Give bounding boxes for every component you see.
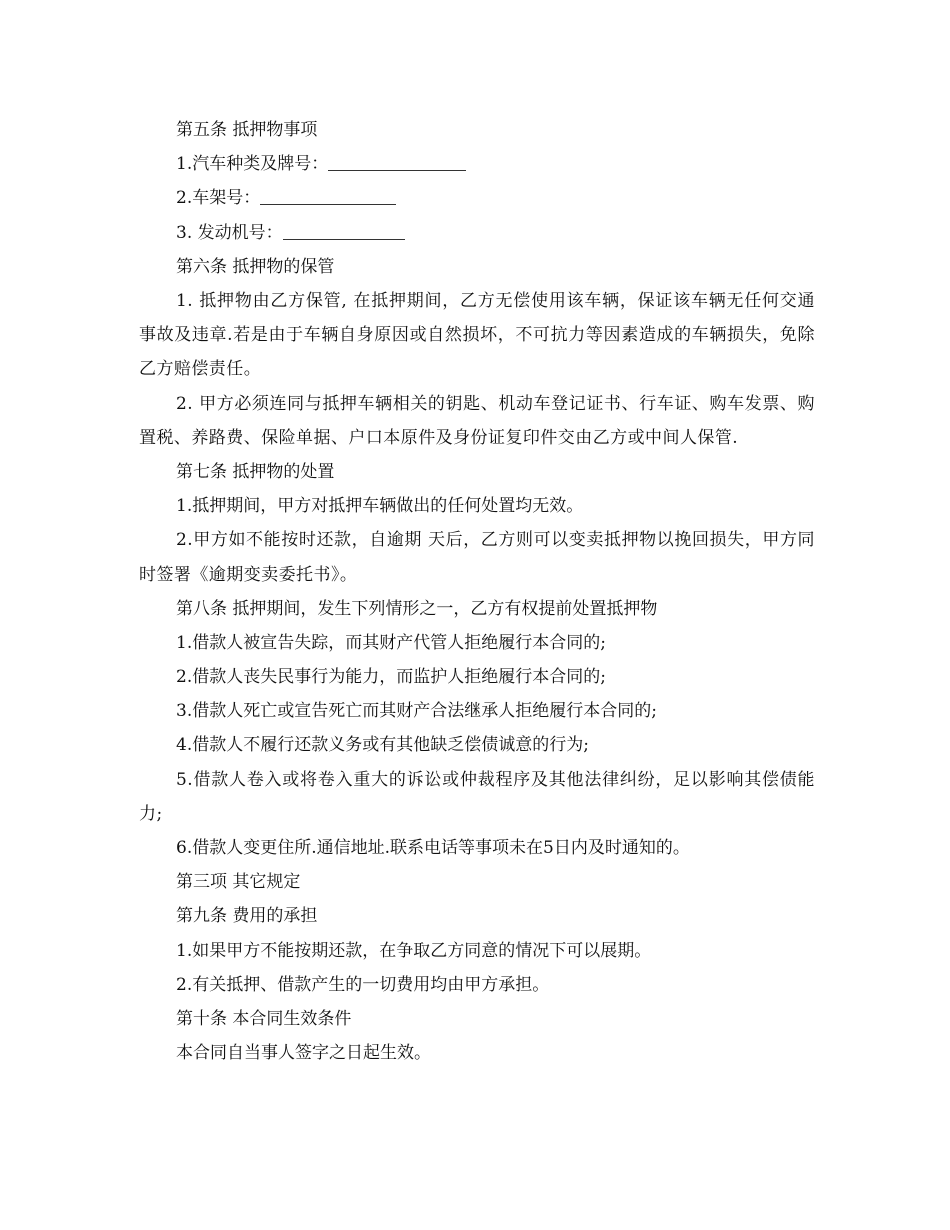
- article-10-heading: 第十条 本合同生效条件: [176, 1009, 352, 1030]
- section-3-heading: 第三项 其它规定: [176, 872, 301, 893]
- article-5-item-2: [139, 181, 815, 215]
- contract-page: [139, 113, 815, 1070]
- article-8-item-6: 6.借款人变更住所.通信地址.联系电话等事项未在5日内及时通知的。: [176, 838, 690, 859]
- article-5-item-1: [139, 147, 815, 181]
- vehicle-type-blank: [328, 153, 466, 171]
- article-5-item-3: [139, 216, 815, 250]
- article-6-heading: 第六条 抵押物的保管: [176, 256, 335, 277]
- article-9-item-1: 1.如果甲方不能按期还款，在争取乙方同意的情况下可以展期。: [176, 940, 652, 961]
- article-8-paragraph-5: 5.借款人卷入或将卷入重大的诉讼或仲裁程序及其他法律纠纷，足以影响其偿债能力;: [139, 769, 815, 824]
- article-6-paragraph-1: 1. 抵押物由乙方保管, 在抵押期间，乙方无偿使用该车辆，保证该车辆无任何交通事故及违章.若是由于车辆自身原因或自然损坏，不可抗力等因素造成的车辆损失，免除乙方赔偿责任。: [139, 290, 815, 380]
- article-7-paragraph-2: 2.甲方如不能按时还款，自逾期 天后，乙方则可以变卖抵押物以挽回损失，甲方同时签署《逾期变卖委托书》。: [139, 530, 815, 585]
- article-5-heading: 第五条 抵押物事项: [176, 120, 318, 140]
- article-8-item-1: 1.借款人被宣告失踪，而其财产代管人拒绝履行本合同的;: [176, 632, 606, 653]
- frame-number-blank: [260, 187, 396, 205]
- engine-number-blank: [283, 222, 405, 240]
- article-7-item-1: 1.抵押期间，甲方对抵押车辆做出的任何处置均无效。: [176, 496, 584, 517]
- frame-number-label: 2.车架号：: [176, 188, 261, 209]
- article-9-heading: 第九条 费用的承担: [176, 906, 318, 927]
- article-9-item-2: 2.有关抵押、借款产生的一切费用均由甲方承担。: [176, 974, 550, 995]
- article-8-item-4: 4.借款人不履行还款义务或有其他缺乏偿债诚意的行为;: [176, 735, 589, 756]
- article-10-text: 本合同自当事人签字之日起生效。: [176, 1043, 431, 1064]
- article-6-paragraph-2: 2. 甲方必须连同与抵押车辆相关的钥匙、机动车登记证书、行车证、购车发票、购置税、养路费、保险单据、户口本原件及身份证复印件交由乙方或中间人保管.: [139, 393, 815, 448]
- vehicle-type-label: 1.汽车种类及牌号：: [176, 154, 329, 175]
- article-8-item-3: 3.借款人死亡或宣告死亡而其财产合法继承人拒绝履行本合同的;: [176, 701, 657, 722]
- article-8-heading: 第八条 抵押期间，发生下列情形之一，乙方有权提前处置抵押物: [176, 598, 658, 619]
- article-7-heading: 第七条 抵押物的处置: [176, 461, 335, 482]
- article-8-item-2: 2.借款人丧失民事行为能力，而监护人拒绝履行本合同的;: [176, 667, 606, 688]
- engine-number-label: 3. 发动机号：: [176, 222, 283, 243]
